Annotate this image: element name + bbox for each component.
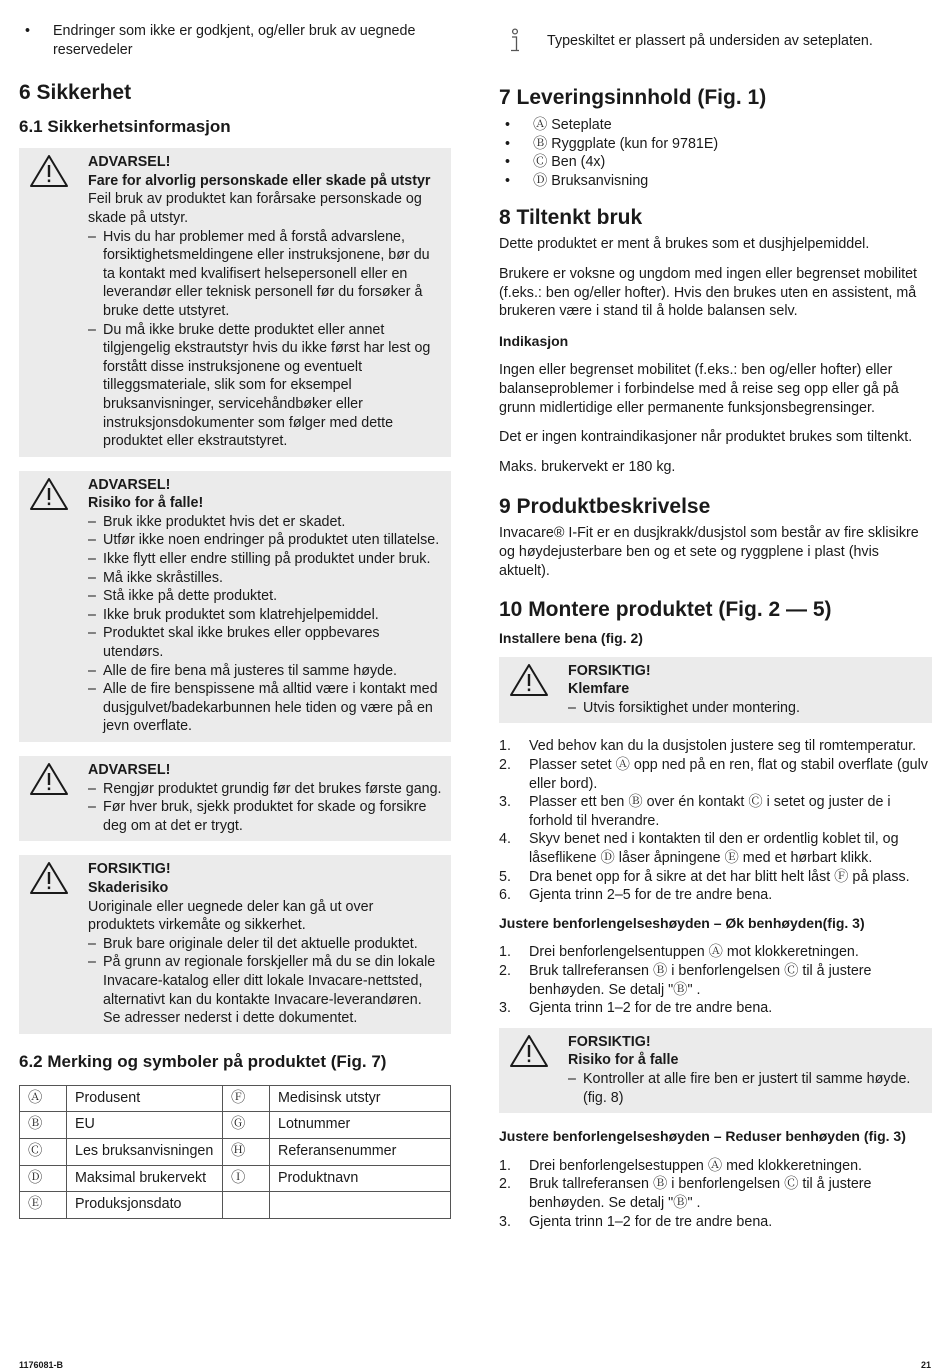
warning-title: ADVARSEL! <box>88 762 171 778</box>
table-row <box>20 1165 451 1192</box>
warning-triangle-icon <box>29 762 69 796</box>
symbol-letter: Ⓐ <box>20 1085 67 1112</box>
step-item: 1. Drei benforlengelsentuppen Ⓐ mot klokkeretningen. <box>499 944 859 961</box>
warning-item: – Alle de fire benspissene må alltid være i kontakt med dusjgulvet/badekarbunnen hele tiden og være på en jevn overflate. <box>88 680 443 736</box>
symbols-table <box>19 1085 451 1219</box>
warning-box-3 <box>19 756 451 841</box>
right-column <box>499 22 932 1231</box>
caution-box-2 <box>499 1028 932 1113</box>
info-note <box>499 22 932 56</box>
list-item: • Ⓐ Seteplate <box>499 116 932 135</box>
caution-title: FORSIKTIG! <box>568 1033 651 1050</box>
subheading-install-legs: Installere bena (fig. 2) <box>499 630 643 647</box>
caution-item: – Kontroller at alle fire ben er justert til samme høyde. (fig. 8) <box>568 1070 924 1107</box>
symbol-meaning: Produktnavn <box>270 1165 451 1192</box>
paragraph: Brukere er voksne og ungdom med ingen eller begrenset mobilitet (f.eks.: ben og/eller hofter). Hvis den brukes uten en assistent, må brukeren være i stand til å holde balansen selv. <box>499 265 918 320</box>
caution-subtitle: Risiko for å falle <box>568 1052 679 1069</box>
intro-list <box>19 22 451 59</box>
step-item: 2. Bruk tallreferansen Ⓑ i benforlengelsen Ⓒ til å justere benhøyden. Se detalj "Ⓑ" . <box>499 963 872 998</box>
subheading-adjust-down: Justere benforlengelseshøyden – Reduser benhøyden (fig. 3) <box>499 1128 906 1145</box>
delivery-list <box>499 116 932 190</box>
warning-item: – Rengjør produktet grundig før det brukes første gang. <box>88 780 443 799</box>
warning-item: – Hvis du har problemer med å forstå advarslene, forsiktighetsmeldingene eller instruksjonene, bør du ta kontakt med kvalifisert helsepersonell eller en leverandør eller teknisk personell før du forsøker å bruke dette utstyret. <box>88 228 443 321</box>
caution-subtitle: Skaderisiko <box>88 879 169 896</box>
step-item: 3. Gjenta trinn 1–2 for de tre andre bena. <box>499 1000 773 1017</box>
symbol-meaning <box>270 1192 451 1219</box>
section-6-title: 6 Sikkerhet <box>19 81 132 105</box>
symbol-meaning: Produksjonsdato <box>67 1192 223 1219</box>
warning-box-2 <box>19 471 451 742</box>
list-item: • Ⓑ Ryggplate (kun for 9781E) <box>499 135 932 154</box>
symbol-letter: Ⓘ <box>223 1165 270 1192</box>
step-item: 1. Ved behov kan du la dusjstolen justere seg til romtemperatur. <box>499 738 917 755</box>
caution-subtitle: Klemfare <box>568 681 630 698</box>
warning-subtitle: Risiko for å falle! <box>88 495 204 512</box>
warning-item: – Produktet skal ikke brukes eller oppbevares utendørs. <box>88 624 443 661</box>
symbol-meaning: Lotnummer <box>270 1112 451 1139</box>
caution-title: FORSIKTIG! <box>568 662 651 679</box>
warning-item: – Ikke flytt eller endre stilling på produktet under bruk. <box>88 550 443 569</box>
table-row <box>20 1192 451 1219</box>
caution-text: Uoriginale eller uegnede deler kan gå ut over produktets virkemåte og sikkerhet. <box>88 898 374 934</box>
warning-text: Feil bruk av produktet kan forårsake personskade og skade på utstyr. <box>88 191 422 226</box>
caution-item: – Utvis forsiktighet under montering. <box>568 699 924 718</box>
table-row <box>20 1085 451 1112</box>
subheading-adjust-up: Justere benforlengelseshøyden – Øk benhøyden(fig. 3) <box>499 914 865 931</box>
warning-subtitle: Fare for alvorlig personskade eller skade på utstyr <box>88 172 431 189</box>
warning-triangle-icon <box>29 154 69 188</box>
warning-title: ADVARSEL! <box>88 476 171 493</box>
step-item: 2. Bruk tallreferansen Ⓑ i benforlengelsen Ⓒ til å justere benhøyden. Se detalj "Ⓑ" . <box>499 1176 872 1211</box>
paragraph: Dette produktet er ment å brukes som et dusjhjelpemiddel. <box>499 236 870 253</box>
symbol-letter: Ⓕ <box>223 1085 270 1112</box>
caution-title: FORSIKTIG! <box>88 861 171 878</box>
warning-item: – Ikke bruk produktet som klatrehjelpemiddel. <box>88 606 443 625</box>
section-6-1-title: 6.1 Sikkerhetsinformasjon <box>19 117 231 137</box>
symbol-meaning: Les bruksanvisningen <box>67 1138 223 1165</box>
section-7-title: 7 Leveringsinnhold (Fig. 1) <box>499 86 767 109</box>
paragraph: Det er ingen kontraindikasjoner når produktet brukes som tiltenkt. <box>499 429 913 446</box>
table-row <box>20 1138 451 1165</box>
step-item: 5. Dra benet opp for å sikre at det har blitt helt låst Ⓕ på plass. <box>499 868 910 885</box>
warning-triangle-icon <box>29 477 69 511</box>
symbol-letter: Ⓒ <box>20 1138 67 1165</box>
footer-page-number: 21 <box>920 1360 931 1370</box>
adjust-down-steps <box>499 1157 932 1231</box>
step-item: 4. Skyv benet ned i kontakten til den er ordentlig koblet til, og låseflikene Ⓓ låser åpningene Ⓔ med et hørbart klikk. <box>499 831 899 867</box>
step-item: 3. Gjenta trinn 1–2 for de tre andre bena. <box>499 1213 773 1230</box>
symbol-letter <box>223 1192 270 1219</box>
step-item: 1. Drei benforlengelsestuppen Ⓐ med klokkeretningen. <box>499 1157 862 1174</box>
list-item: • Endringer som ikke er godkjent, og/eller bruk av uegnede reservedeler <box>19 22 451 59</box>
symbol-meaning: Maksimal brukervekt <box>67 1165 223 1192</box>
symbol-meaning: EU <box>67 1112 223 1139</box>
info-note-text: Typeskiltet er plassert på undersiden av seteplaten. <box>547 33 873 49</box>
table-row <box>20 1112 451 1139</box>
warning-item: – Før hver bruk, sjekk produktet for skade og forsikre deg om at det er trygt. <box>88 798 443 835</box>
indication-heading: Indikasjon <box>499 332 569 349</box>
warning-item: – Bruk ikke produktet hvis det er skadet. <box>88 513 443 532</box>
caution-triangle-icon <box>29 861 69 895</box>
warning-item: – Alle de fire bena må justeres til samme høyde. <box>88 662 443 681</box>
warning-item: – Du må ikke bruke dette produktet eller annet tilgjengelig ekstrautstyr hvis du ikke først har lest og forstått disse instruksjonene og eventuelt tilleggsmateriale, slik som for eksempel bruksanvisninger, servicehåndbøker eller instruksjonsdokumenter som følger med dette produktet eller ekstrautstyret. <box>88 321 443 451</box>
step-item: 3. Plasser ett ben Ⓑ over én kontakt Ⓒ i setet og juster de i forhold til hverandre. <box>499 794 891 829</box>
info-icon <box>508 28 522 54</box>
caution-triangle-icon <box>509 1034 549 1068</box>
warning-item: – Stå ikke på dette produktet. <box>88 587 443 606</box>
step-item: 6. Gjenta trinn 2–5 for de tre andre bena. <box>499 887 773 904</box>
section-8-title: 8 Tiltenkt bruk <box>499 206 643 230</box>
symbol-meaning: Referansenummer <box>270 1138 451 1165</box>
warning-box-1 <box>19 148 451 457</box>
footer-doc-id: 1176081-B <box>19 1360 64 1370</box>
caution-box <box>19 855 451 1033</box>
caution-triangle-icon <box>509 663 549 697</box>
list-item: • Ⓒ Ben (4x) <box>499 153 932 172</box>
warning-item: – Må ikke skråstilles. <box>88 569 443 588</box>
adjust-up-steps <box>499 943 932 1017</box>
section-9-title: 9 Produktbeskrivelse <box>499 495 711 519</box>
list-item: • Ⓓ Bruksanvisning <box>499 172 932 191</box>
symbol-meaning: Medisinsk utstyr <box>270 1085 451 1112</box>
left-column <box>19 22 451 1219</box>
paragraph: Maks. brukervekt er 180 kg. <box>499 458 676 475</box>
section-10-title: 10 Montere produktet (Fig. 2 — 5) <box>499 598 832 622</box>
symbol-meaning: Produsent <box>67 1085 223 1112</box>
caution-item: – På grunn av regionale forskjeller må du se din lokale Invacare-katalog eller ditt lokale Invacare-nettsted, alternativt kan du kontakte Invacare-leverandøren. Se adresser nederst i dette dokumentet. <box>88 953 443 1027</box>
warning-item: – Utfør ikke noen endringer på produktet uten tillatelse. <box>88 531 443 550</box>
symbol-letter: Ⓗ <box>223 1138 270 1165</box>
caution-item: – Bruk bare originale deler til det aktuelle produktet. <box>88 935 443 954</box>
paragraph: Invacare® I-Fit er en dusjkrakk/dusjstol som består av fire sklisikre og høydejusterbare ben og et sete og ryggplene i plast (hvis aktuelt). <box>499 525 919 579</box>
paragraph: Ingen eller begrenset mobilitet (f.eks.: ben og/eller hofter) eller balanseproblemer i forbindelse med å reise seg opp eller gå på grunn midlertidige eller permanente funksjonsbegrensinger. <box>499 362 899 416</box>
install-steps <box>499 737 932 904</box>
symbol-letter: Ⓖ <box>223 1112 270 1139</box>
caution-box-1 <box>499 657 932 724</box>
step-item: 2. Plasser setet Ⓐ opp ned på en ren, flat og stabil overflate (gulv eller bord). <box>499 757 928 792</box>
symbol-letter: Ⓓ <box>20 1165 67 1192</box>
symbol-letter: Ⓑ <box>20 1112 67 1139</box>
symbol-letter: Ⓔ <box>20 1192 67 1219</box>
warning-title: ADVARSEL! <box>88 154 171 171</box>
section-6-2-title: 6.2 Merking og symboler på produktet (Fig. 7) <box>19 1051 387 1071</box>
